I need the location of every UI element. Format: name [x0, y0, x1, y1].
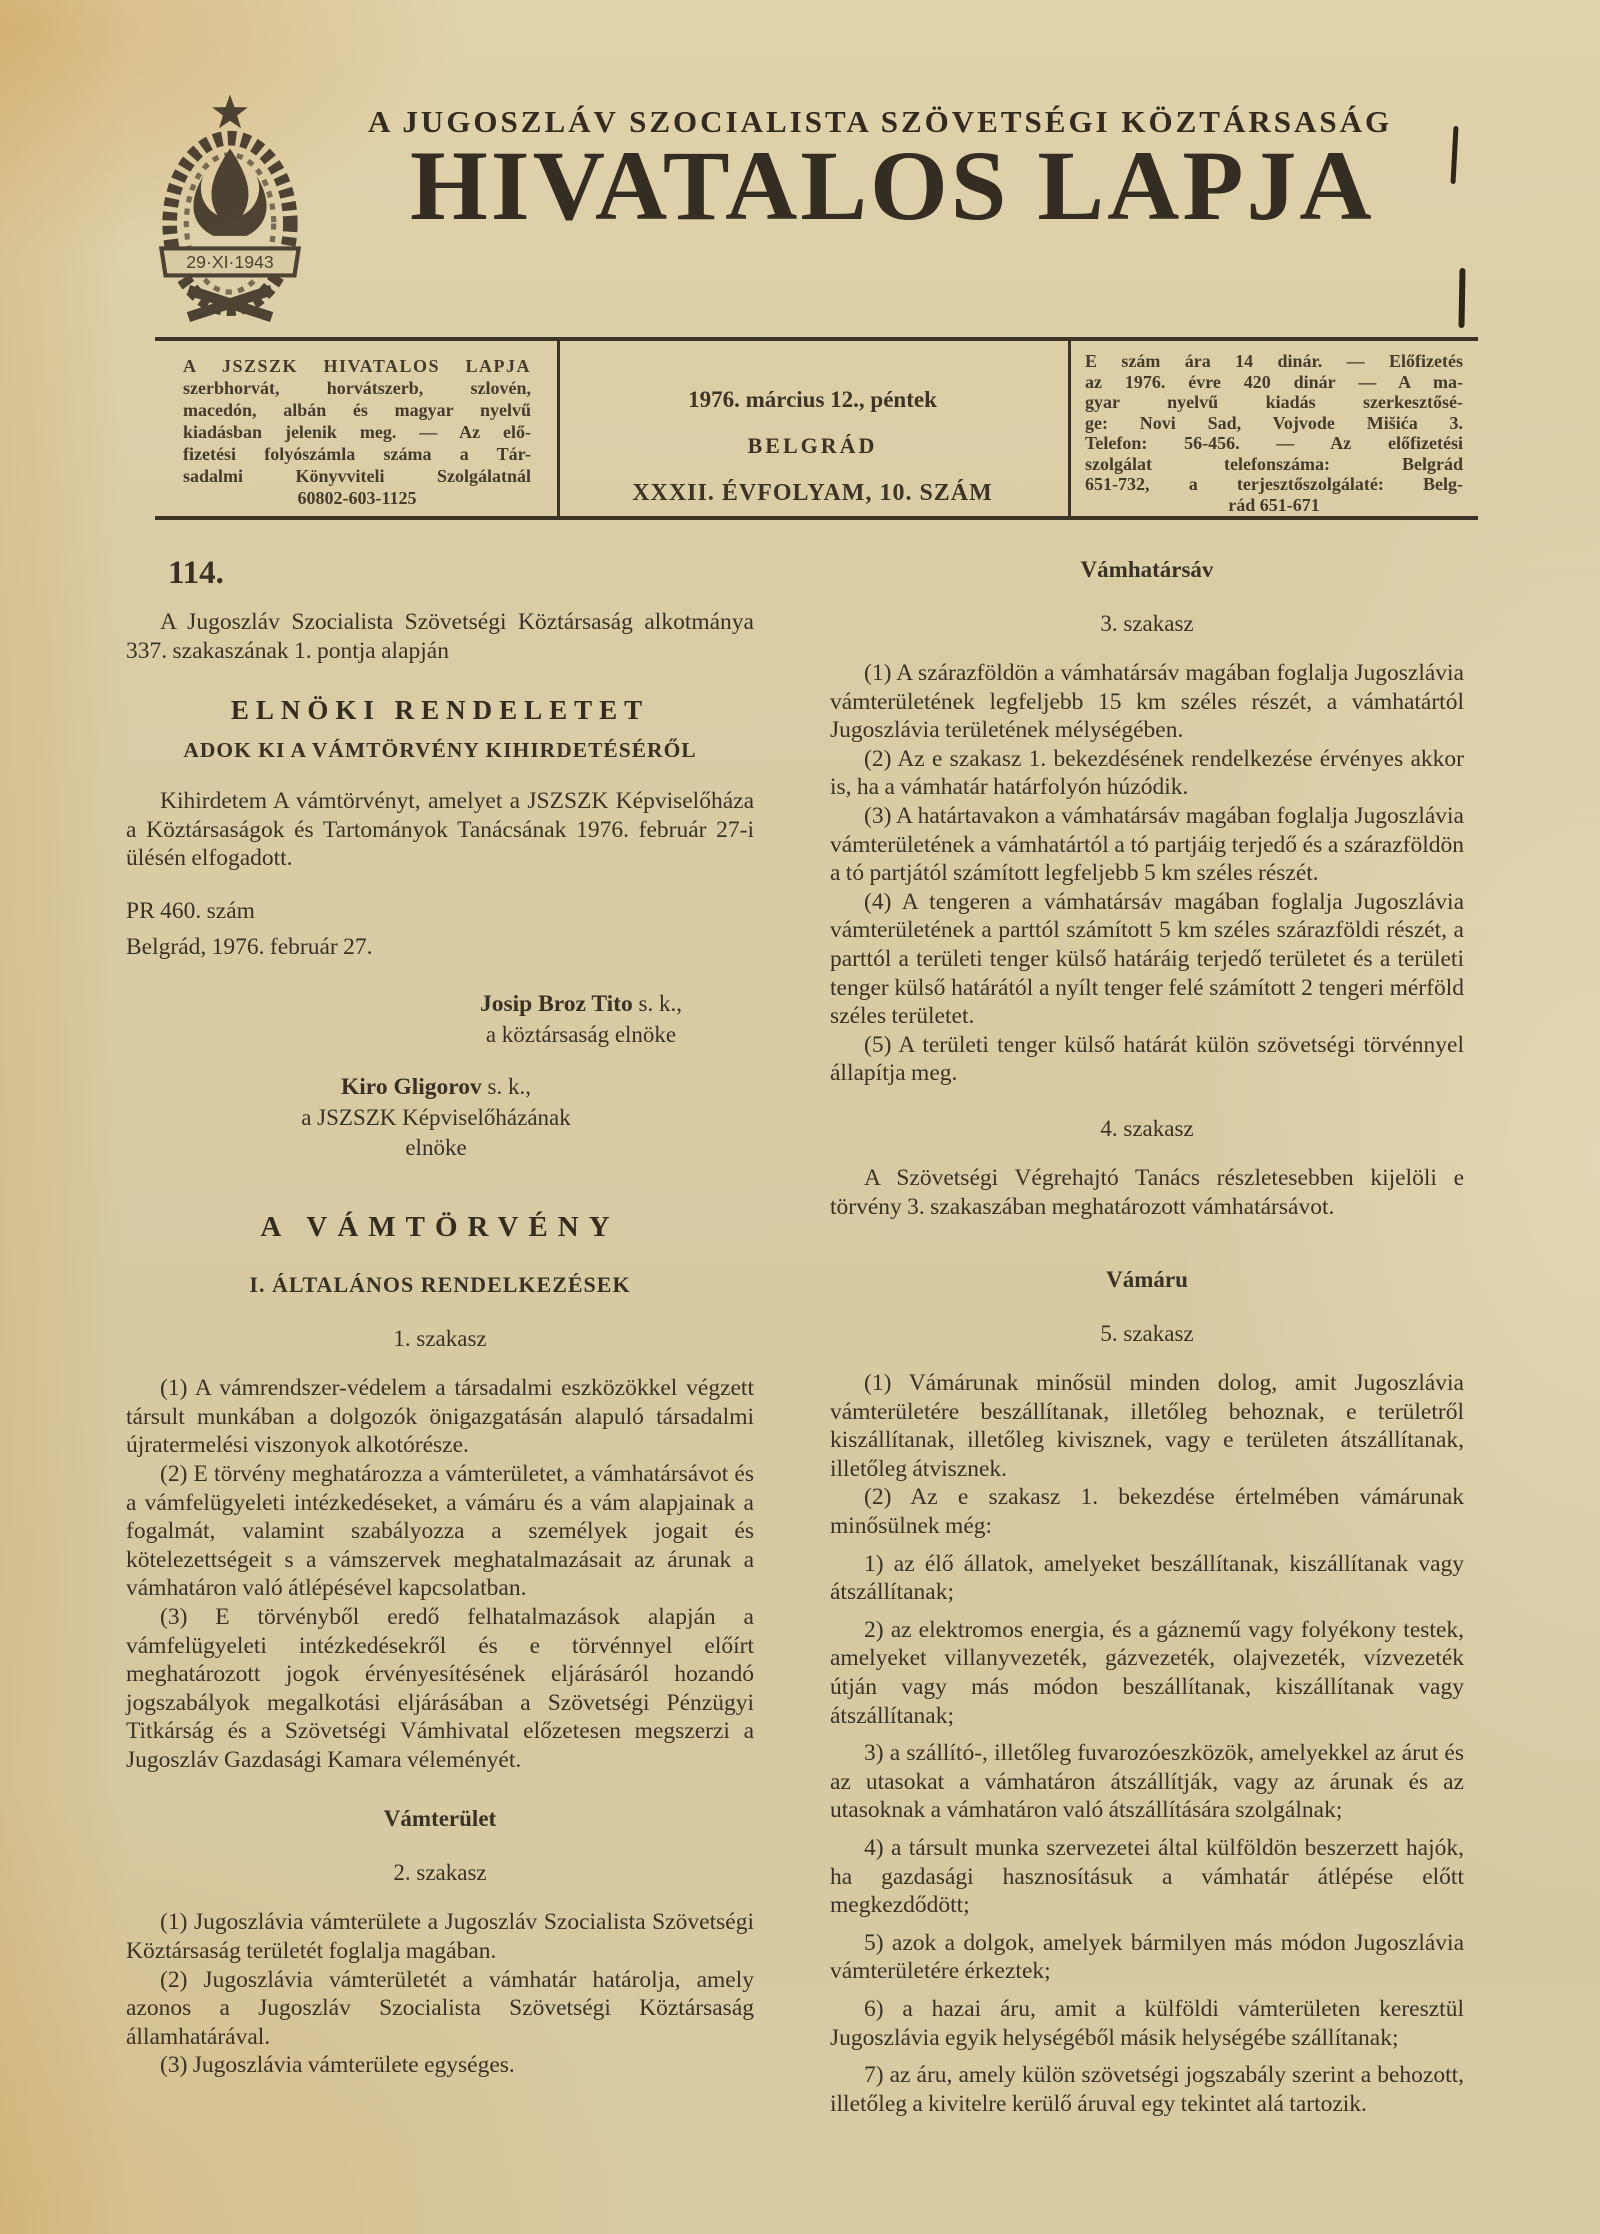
- imprint-line: E szám ára 14 dinár. — Előfizetés: [1085, 351, 1463, 371]
- paragraph: (4) A tengeren a vámhatársáv magában foglalja Jugoszlávia vámterületének a parttól számított 5 km széles szárazföldi részét, a parttól a területi tenger külső határáig terjedő területet és a területi tenger külső határától a nyílt tenger felé számított 2 tengeri mérföld széles területet.: [830, 888, 1464, 1030]
- imprint-line: A JSZSZK HIVATALOS LAPJA: [183, 356, 531, 376]
- imprint-line: gyar nyelvű kiadás szerkesztősé-: [1085, 392, 1463, 412]
- paragraph: Kihirdetem A vámtörvényt, amelyet a JSZSZK Képviselőháza a Köztársaságok és Tartományok Tanácsának 1976. február 27-i ülésén elfogadott.: [126, 788, 754, 872]
- signature-block: [416, 991, 746, 1048]
- issue-city: BELGRÁD: [747, 433, 878, 458]
- section-heading: 3. szakasz: [1100, 611, 1194, 636]
- paragraph: (1) Jugoszlávia vámterülete a Jugoszláv Szocialista Szövetségi Köztársaság területét foglalja magában.: [126, 1909, 754, 1965]
- pen-mark: [1458, 268, 1465, 328]
- list-item: 2) az elektromos energia, és a gáznemű vagy folyékony testek, amelyeket villanyvezeték, gázvezeték, olajvezeték, vízvezeték útján vagy más módon beszállítanak, kiszállítanak vagy átszállítanak;: [830, 1616, 1464, 1729]
- list-item: 4) a társult munka szervezetei által külföldön beszerzett hajók, ha gazdasági hasznosításuk a vámhatár átlépése előtt megkezdődött;: [830, 1835, 1464, 1919]
- article-number: 114.: [168, 555, 224, 591]
- paragraph: (2) Az e szakasz 1. bekezdésének rendelkezése érvényes akkor is, ha a vámhatár határfolyón húzódik.: [830, 745, 1464, 801]
- decree-number: PR 460. szám: [126, 897, 255, 924]
- coat-of-arms: [126, 90, 334, 334]
- decree-title: ELNÖKI RENDELETET: [230, 695, 650, 726]
- signature-suffix: s. k.,: [632, 991, 682, 1017]
- chapter-heading: I. ÁLTALÁNOS RENDELKEZÉSEK: [249, 1272, 631, 1298]
- signatory-role: a JSZSZK Képviselőházának: [301, 1105, 571, 1131]
- imprint-line: kiadásban jelenik meg. — Az elő-: [183, 422, 531, 442]
- imprint-line: 651-732, a terjesztőszolgálaté: Belg-: [1085, 474, 1463, 494]
- imprint-line: szolgálat telefonszáma: Belgrád: [1085, 453, 1463, 474]
- signatory-role: elnöke: [405, 1135, 467, 1161]
- section-heading: 4. szakasz: [1100, 1115, 1194, 1141]
- imprint-right: [1085, 351, 1463, 515]
- paragraph: (3) E törvényből eredő felhatalmazások alapján a vámfelügyeleti intézkedésekről és e törvénnyel előírt meghatározott jogok érvényesítésének eljárásáról hozandó jogszabályok megalkotási eljárásában a Szövetségi Pénzügyi Titkárság és a Szövetségi Vámhivatal előzetesen megszerzi a Jugoszláv Gazdasági Kamara véleményét.: [126, 1603, 754, 1773]
- left-column: [126, 545, 754, 2080]
- subsection-heading: Vámhatársáv: [1080, 557, 1214, 582]
- paragraph: (1) Vámárunak minősül minden dolog, amit Jugoszlávia vámterületére beszállítanak, illetőleg behoznak, e területről kiszállítanak, illetőleg kivisznek, vagy e területen átszállítanak, illetőleg átvisznek.: [830, 1370, 1464, 1482]
- right-column: [830, 545, 1464, 2118]
- paragraph: (1) A szárazföldön a vámhatársáv magában foglalja Jugoszlávia vámterületének legfeljebb 15 km széles részét, a vámhatártól Jugoszlávia területének mélységében.: [830, 660, 1464, 744]
- signatory-name: Josip Broz Tito: [480, 991, 633, 1018]
- list-item: 1) az élő állatok, amelyeket beszállítanak, kiszállítanak vagy átszállítanak;: [830, 1550, 1464, 1606]
- account-number: 60802-603-1125: [297, 488, 417, 508]
- place-date: Belgrád, 1976. február 27.: [126, 933, 373, 960]
- masthead-title: HIVATALOS LAPJA: [410, 130, 1375, 241]
- subsection-heading: Vámterület: [383, 1806, 497, 1832]
- section-heading: 2. szakasz: [393, 1860, 487, 1886]
- signatory-role: a köztársaság elnöke: [485, 1022, 677, 1048]
- imprint-left: [183, 355, 531, 509]
- imprint-line: sadalmi Könyvviteli Szolgálatnál: [183, 466, 531, 486]
- signature-suffix: s. k.,: [481, 1074, 531, 1100]
- issue-date: 1976. március 12., péntek: [688, 387, 937, 412]
- paragraph: (3) A határtavakon a vámhatársáv magában foglalja Jugoszlávia vámterületének a vámhatártól a tó partjáig terjedő és a szárazföldön a tó partjától számított legfeljebb 5 km széles részét.: [830, 802, 1464, 887]
- masthead-supertitle: A JUGOSZLÁV SZOCIALISTA SZÖVETSÉGI KÖZTÁRSASÁG: [368, 104, 1393, 139]
- paragraph: (1) A vámrendszer-védelem a társadalmi eszközökkel végzett társult munkában a dolgozók önigazgatásán alapuló társadalmi újratermelési viszonyok alkotórésze.: [126, 1375, 754, 1459]
- law-title: A VÁMTÖRVÉNY: [260, 1211, 620, 1244]
- imprint-line: rád 651-671: [1228, 494, 1320, 515]
- subsection-heading: Vámáru: [1106, 1267, 1188, 1293]
- paragraph: A Szövetségi Végrehajtó Tanács részletesebben kijelöli e törvény 3. szakaszában meghatározott vámhatársávot.: [830, 1164, 1464, 1220]
- list-item: 3) a szállító-, illetőleg fuvarozóeszközök, amelyekkel az árut és az utasokat a vámhatáron átszállítják, vagy az árunak és az utasoknak a vámhatáron való átszállítására szolgálnak;: [830, 1740, 1464, 1824]
- imprint-line: az 1976. évre 420 dinár — A ma-: [1085, 371, 1463, 392]
- decree-subtitle: ADOK KI A VÁMTÖRVÉNY KIHIRDETÉSÉRŐL: [183, 738, 697, 763]
- paragraph: (5) A területi tenger külső határát külön szövetségi törvénnyel állapítja meg.: [830, 1031, 1464, 1087]
- section-heading: 5. szakasz: [1100, 1321, 1194, 1347]
- imprint-line: Telefon: 56-456. — Az előfizetési: [1085, 433, 1463, 453]
- paragraph: (3) Jugoszlávia vámterülete egységes.: [160, 2052, 515, 2079]
- star-icon: [212, 94, 248, 128]
- divider: [1068, 341, 1071, 516]
- list-item: 5) azok a dolgok, amelyek bármilyen más módon Jugoszlávia vámterületére érkeztek;: [830, 1929, 1464, 1985]
- flame-icon: [193, 149, 266, 236]
- issue-info: [557, 341, 1068, 516]
- issue-volume: XXXII. ÉVFOLYAM, 10. SZÁM: [632, 480, 993, 506]
- paragraph: (2) E törvény meghatározza a vámterületet, a vámhatársávot és a vámfelügyeleti intézkedéseket, a vámáru és a vám alapjainak a fogalmát, valamint szabályozza a személyek jogait és kötelezettségeit s a vámszervek meghatalmazásait az árunak a vámhatáron való átlépésével kapcsolatban.: [126, 1460, 754, 1602]
- signature-block: [236, 1074, 636, 1161]
- emblem-date: 29·XI·1943: [186, 252, 274, 273]
- list-item: 6) a hazai áru, amit a külföldi vámterületen keresztül Jugoszlávia egyik helységéből másik helységébe szállítanak;: [830, 1995, 1464, 2051]
- imprint-line: macedón, albán és magyar nyelvű: [183, 400, 531, 420]
- paragraph: (2) Jugoszlávia vámterületét a vámhatár határolja, amely azonos a Jugoszláv Szocialista Szövetségi Köztársaság államhatárával.: [126, 1966, 754, 2050]
- list-item: 7) az áru, amely külön szövetségi jogszabály szerint a behozott, illetőleg a kivitelre kerülő áruval egy tekintet alá tartozik.: [830, 2062, 1464, 2117]
- paragraph: A Jugoszláv Szocialista Szövetségi Köztársaság alkotmánya 337. szakaszának 1. pontja alapján: [126, 609, 754, 664]
- imprint-line: ge: Novi Sad, Vojvode Mišića 3.: [1085, 412, 1463, 433]
- signatory-name: Kiro Gligorov: [341, 1074, 482, 1101]
- paragraph: (2) Az e szakasz 1. bekezdése értelmében vámárunak minősülnek még:: [830, 1484, 1464, 1540]
- section-heading: 1. szakasz: [393, 1326, 487, 1352]
- imprint-line: szerbhorvát, horvátszerb, szlovén,: [183, 378, 531, 398]
- imprint-line: fizetési folyószámla száma a Tár-: [183, 444, 531, 464]
- imprint-box: [155, 337, 1478, 520]
